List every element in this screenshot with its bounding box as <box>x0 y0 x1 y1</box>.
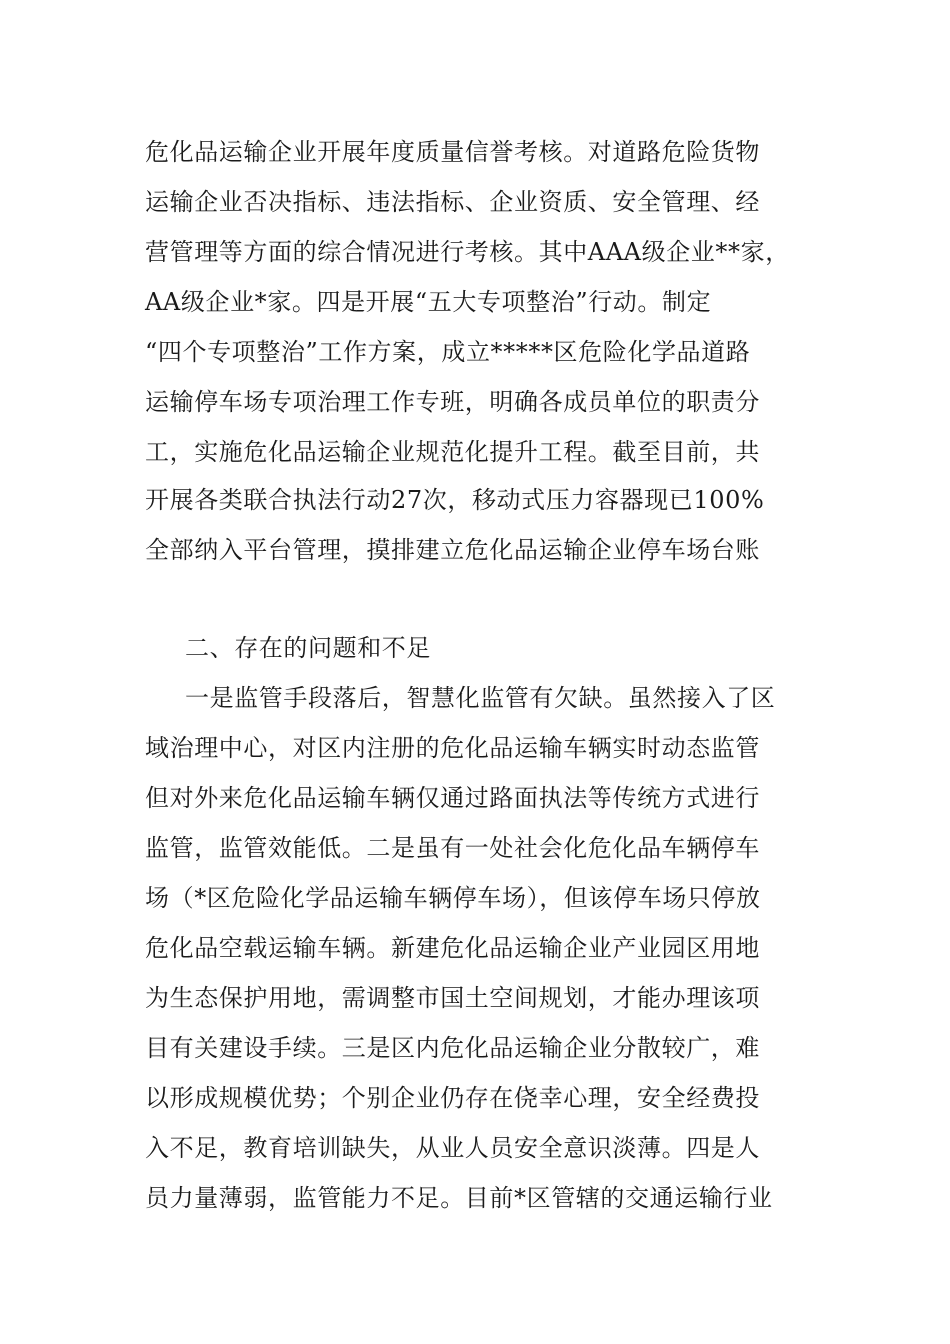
text-line: 以形成规模优势；个别企业仍存在侥幸心理，安全经费投 <box>145 1084 760 1112</box>
text-line: 危化品空载运输车辆。新建危化品运输企业产业园区用地 <box>145 934 760 962</box>
text-line: 全部纳入平台管理，摸排建立危化品运输企业停车场台账 <box>145 536 760 564</box>
section-heading: 二、存在的问题和不足 <box>185 634 431 662</box>
text-line: 营管理等方面的综合情况进行考核。其中AAA级企业**家， <box>145 238 790 266</box>
text-line: 工，实施危化品运输企业规范化提升工程。截至目前，共 <box>145 438 760 466</box>
text-line: AA级企业*家。四是开展“五大专项整治”行动。制定 <box>145 288 712 316</box>
text-line: 域治理中心，对区内注册的危化品运输车辆实时动态监管 <box>145 734 760 762</box>
text-line: 但对外来危化品运输车辆仅通过路面执法等传统方式进行 <box>145 784 760 812</box>
text-line: 场（*区危险化学品运输车辆停车场），但该停车场只停放 <box>145 884 761 912</box>
text-line: 运输企业否决指标、违法指标、企业资质、安全管理、经 <box>145 188 760 216</box>
text-line: 运输停车场专项治理工作专班，明确各成员单位的职责分 <box>145 388 760 416</box>
text-line: 监管，监管效能低。二是虽有一处社会化危化品车辆停车 <box>145 834 760 862</box>
text-line: 一是监管手段落后，智慧化监管有欠缺。虽然接入了区 <box>185 684 776 712</box>
text-line: 入不足，教育培训缺失，从业人员安全意识淡薄。四是人 <box>145 1134 760 1162</box>
text-line: 员力量薄弱，监管能力不足。目前*区管辖的交通运输行业 <box>145 1184 773 1212</box>
text-line: 为生态保护用地，需调整市国土空间规划，才能办理该项 <box>145 984 760 1012</box>
text-line: “四个专项整治”工作方案，成立*****区危险化学品道路 <box>145 338 751 366</box>
text-line: 危化品运输企业开展年度质量信誉考核。对道路危险货物 <box>145 138 760 166</box>
text-line: 开展各类联合执法行动27次，移动式压力容器现已100% <box>145 486 765 514</box>
text-line: 目有关建设手续。三是区内危化品运输企业分散较广，难 <box>145 1034 760 1062</box>
